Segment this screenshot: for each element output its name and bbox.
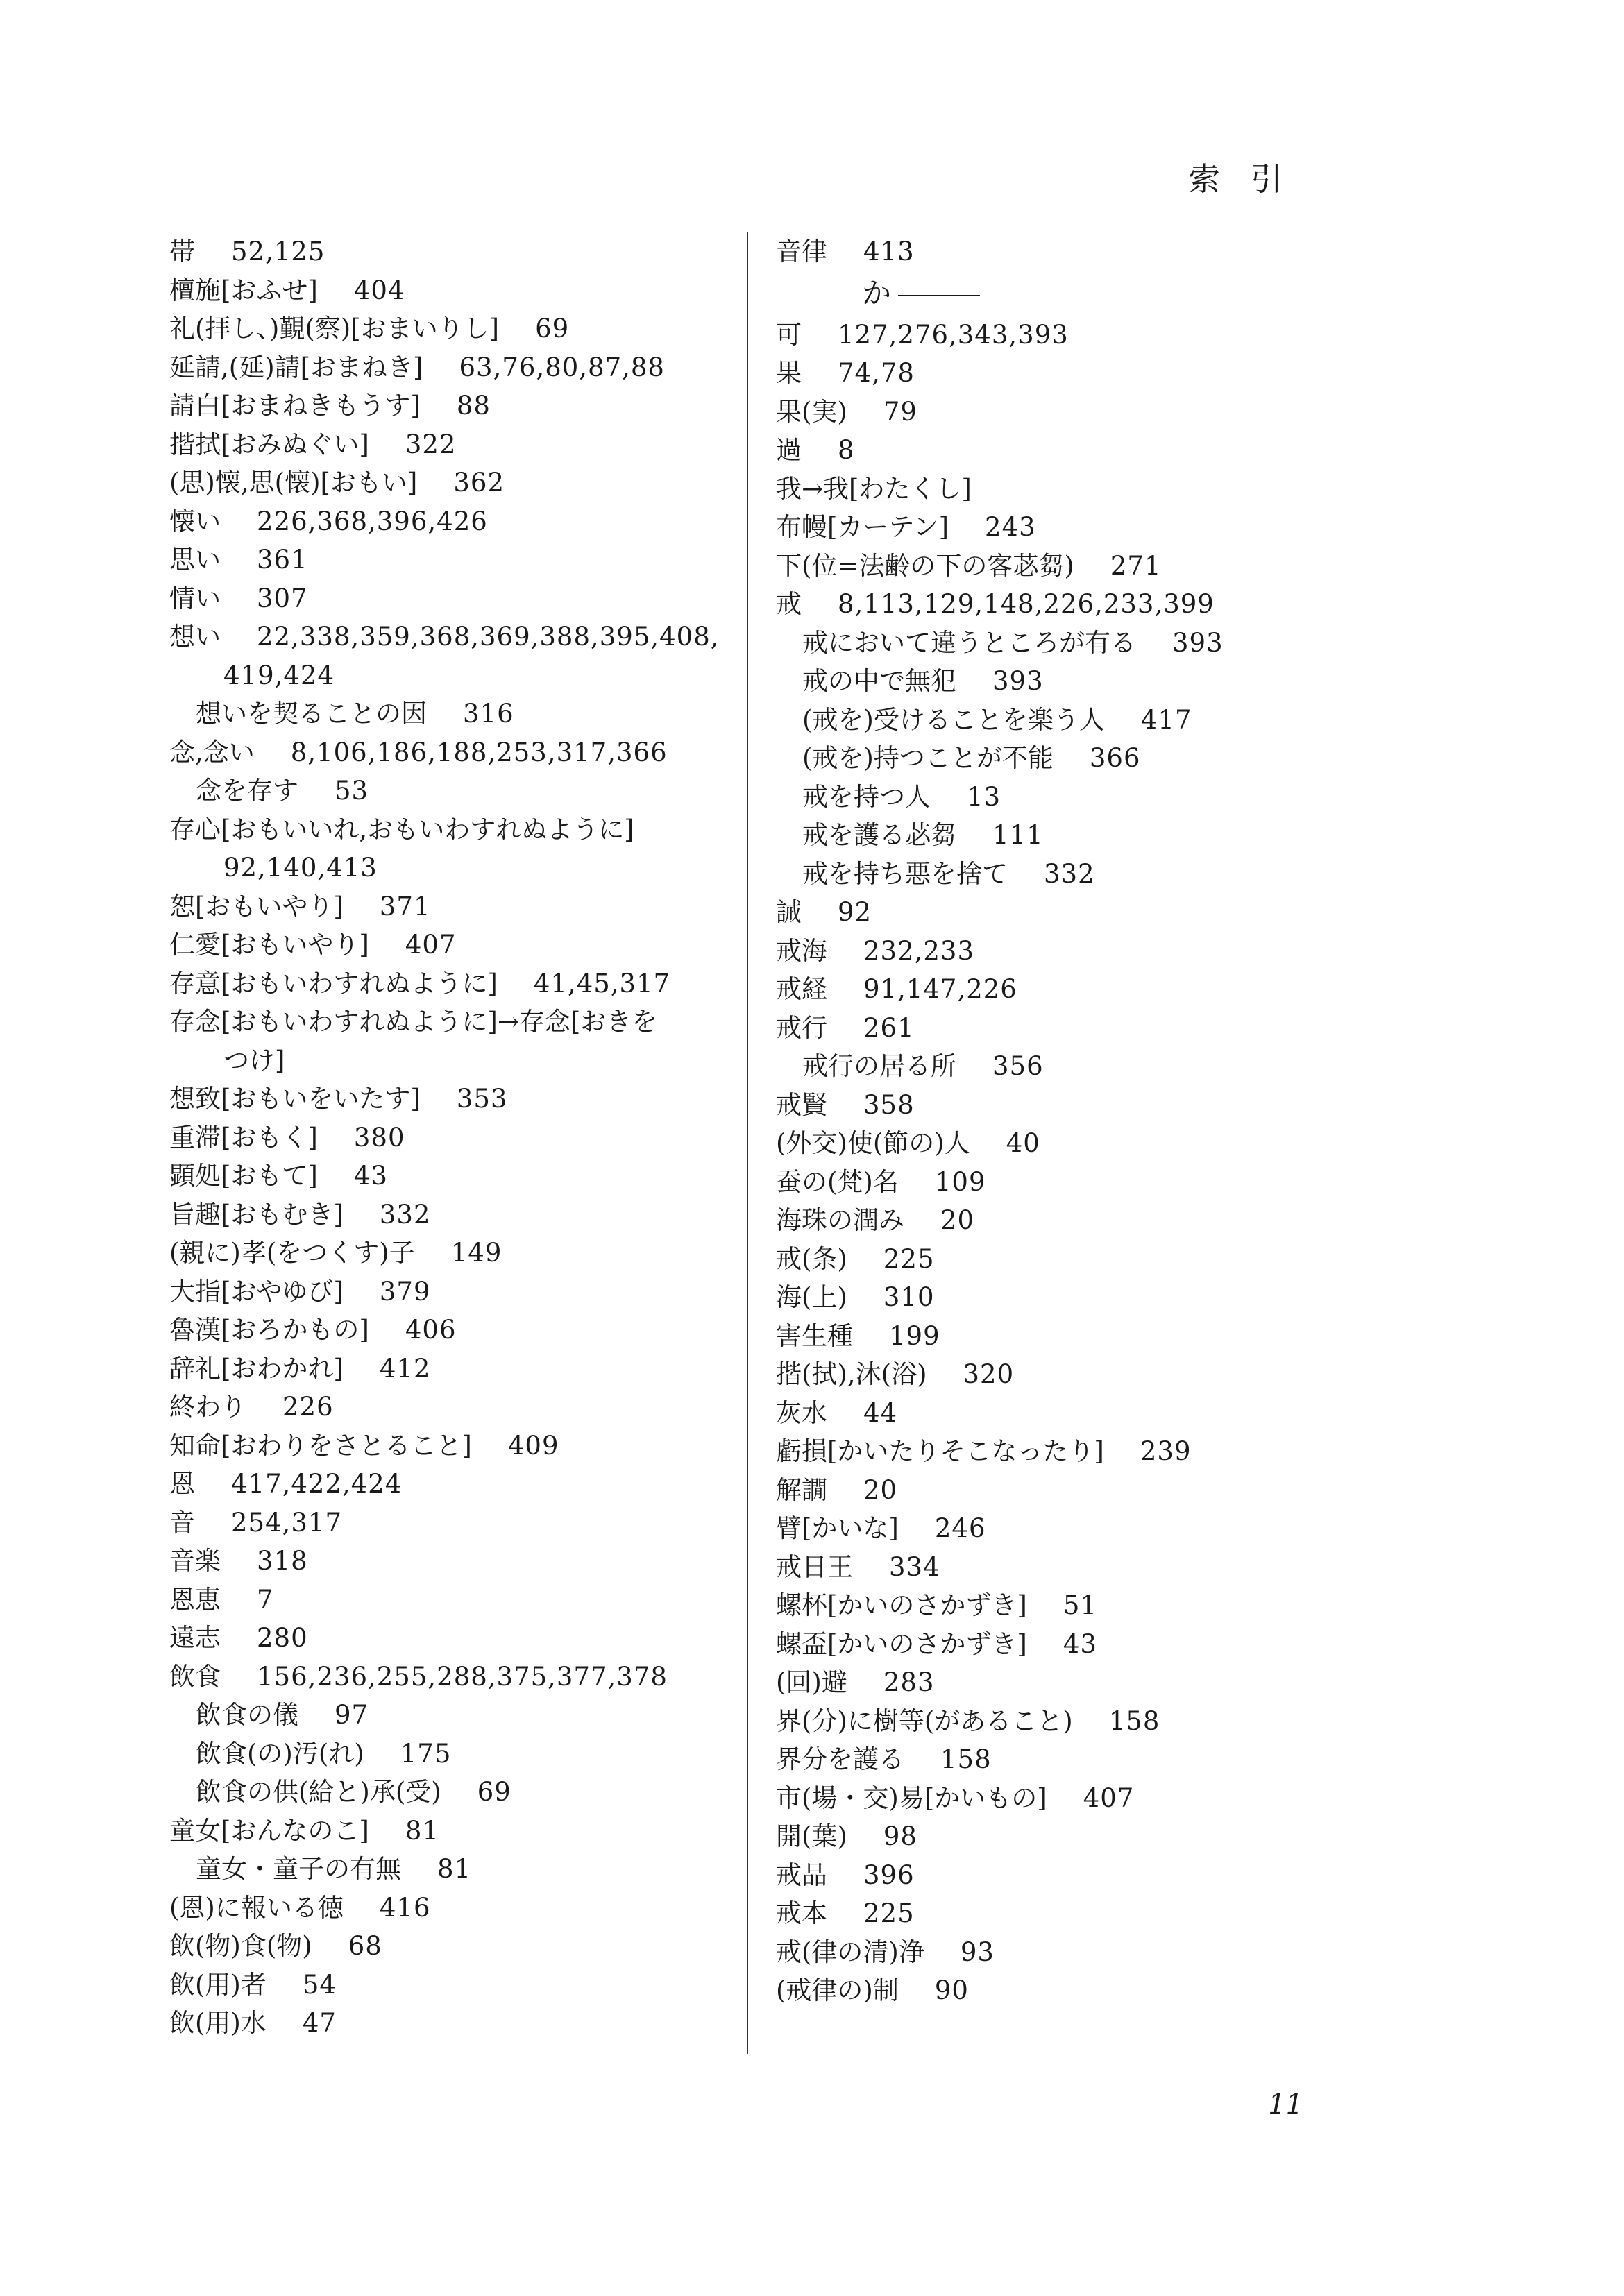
- index-term: 海(上): [776, 1282, 847, 1312]
- index-subentry: [169, 1696, 745, 1735]
- index-page-refs: 404: [353, 275, 405, 305]
- index-term: 飲食の供(給と)承(受): [196, 1777, 441, 1807]
- index-page-refs: 396: [863, 1860, 915, 1890]
- index-term: 請白[おまねきもうす]: [169, 391, 421, 420]
- index-page-refs: 353: [456, 1084, 508, 1114]
- index-subentry: [169, 695, 745, 733]
- index-term: (思)懐,思(懐)[おもい]: [169, 468, 418, 498]
- index-page-refs: 271: [1110, 550, 1162, 581]
- index-entry: [776, 970, 1345, 1009]
- index-term: 戒品: [776, 1860, 827, 1890]
- index-page-refs: 318: [257, 1546, 308, 1576]
- section-heading-rule: [898, 295, 980, 296]
- index-page-refs: 246: [934, 1513, 986, 1543]
- index-term: 過: [776, 435, 802, 465]
- index-page-refs: 199: [889, 1320, 940, 1351]
- index-page-refs: 8: [838, 435, 855, 465]
- index-entry: [169, 1080, 745, 1119]
- index-subentry: [776, 662, 1345, 701]
- index-entry: [169, 2004, 745, 2043]
- index-term: 音律: [776, 237, 827, 266]
- index-page-refs: 393: [1172, 627, 1224, 658]
- index-term: 飲食: [169, 1661, 221, 1692]
- index-entry: [776, 1201, 1345, 1240]
- index-term: 戒(律の清)浄: [776, 1937, 924, 1967]
- index-entry: [169, 502, 745, 541]
- index-entry: [169, 1504, 745, 1542]
- index-term: 海珠の潤み: [776, 1205, 904, 1235]
- index-term: 戒賢: [776, 1089, 827, 1120]
- index-page-refs: 74,78: [838, 358, 915, 388]
- index-term: 戒の中で無犯: [802, 666, 956, 696]
- index-entry: [169, 464, 745, 502]
- index-term: 戒本: [776, 1898, 827, 1928]
- index-entry: [776, 1740, 1345, 1779]
- index-term: 揩拭[おみぬぐい]: [169, 429, 369, 459]
- index-page-refs: 79: [883, 396, 917, 427]
- index-term: 重滞[おもく]: [169, 1122, 318, 1153]
- index-term: 螺盃[かいのさかずき]: [776, 1629, 1027, 1659]
- index-entry: [776, 1894, 1345, 1933]
- index-term: 童女・童子の有無: [196, 1854, 401, 1884]
- index-page-refs: 413: [863, 237, 915, 266]
- index-entry: [776, 1702, 1345, 1741]
- index-term: (回)避: [776, 1667, 847, 1697]
- index-entry: [776, 1432, 1345, 1471]
- index-page-refs: 54: [302, 1969, 337, 2000]
- index-page-refs: 52,125: [231, 237, 325, 266]
- index-term: 恩恵: [169, 1584, 221, 1615]
- index-term: 音: [169, 1507, 195, 1538]
- index-page-refs: 92,140,413: [223, 853, 378, 883]
- index-term: 開(葉): [776, 1821, 847, 1851]
- index-term: 飲食(の)汚(れ): [196, 1738, 364, 1769]
- index-page-refs: 316: [463, 699, 514, 729]
- index-page-refs: 13: [967, 781, 1001, 812]
- index-term: 礼(拝し、)覲(察)[おまいりし]: [169, 314, 500, 343]
- index-entry: [169, 1581, 745, 1619]
- index-entry: [776, 470, 1345, 509]
- index-term: 灰水: [776, 1397, 827, 1428]
- index-term: 音楽: [169, 1546, 221, 1576]
- index-term: 害生種: [776, 1320, 853, 1351]
- index-subentry: [169, 1850, 745, 1889]
- index-page-refs: 81: [405, 1815, 439, 1846]
- index-page-refs: 81: [437, 1854, 472, 1884]
- index-entry: [169, 1196, 745, 1234]
- index-page-refs: 332: [1044, 858, 1095, 889]
- index-term: 果: [776, 358, 802, 388]
- index-page-refs: 22,338,359,368,369,388,395,408,: [257, 622, 720, 652]
- index-entry: [776, 508, 1345, 547]
- index-entry: [169, 386, 745, 425]
- index-term: 戒日王: [776, 1551, 853, 1582]
- index-term: 存念[おもいわすれぬように]→存念[おきを: [169, 1007, 658, 1037]
- index-entry: [776, 232, 1345, 271]
- index-entry: [169, 232, 745, 271]
- index-entry: [169, 271, 745, 310]
- index-page-refs: 409: [507, 1430, 559, 1461]
- index-entry: [776, 893, 1345, 932]
- index-term: 下(位=法齢の下の客苾芻): [776, 550, 1074, 581]
- index-term: 虧損[かいたりそこなったり]: [776, 1436, 1104, 1466]
- index-term: 蚕の(梵)名: [776, 1166, 899, 1197]
- index-page-refs: 417,422,424: [231, 1469, 403, 1499]
- index-page-refs: 109: [934, 1166, 986, 1197]
- index-entry: [776, 393, 1345, 432]
- page-number: 11: [1268, 2089, 1303, 2120]
- index-entry: [169, 926, 745, 964]
- index-entry: [776, 1817, 1345, 1856]
- index-page-refs: 239: [1140, 1436, 1192, 1466]
- index-term: 顕処[おもて]: [169, 1161, 318, 1191]
- index-term: 終わり: [169, 1392, 246, 1422]
- index-page-refs: 93: [960, 1937, 995, 1967]
- index-page-refs: 98: [883, 1821, 917, 1851]
- index-term: 解譋: [776, 1474, 827, 1505]
- index-term: 戒経: [776, 974, 827, 1004]
- index-page-refs: 417: [1140, 704, 1192, 735]
- index-term: 戒を持ち悪を捨て: [802, 858, 1008, 889]
- index-term: (戒を)持つことが不能: [802, 743, 1054, 773]
- index-page-refs: 412: [379, 1353, 431, 1384]
- index-entry: [776, 1548, 1345, 1587]
- index-term: 知命[おわりをさとること]: [169, 1430, 472, 1461]
- index-entry: [169, 810, 745, 849]
- index-page-refs: 280: [257, 1623, 308, 1653]
- index-term: 可: [776, 319, 802, 350]
- index-term: 檀施[おふせ]: [169, 275, 318, 305]
- index-entry: [169, 1388, 745, 1427]
- index-page-refs: 68: [348, 1931, 382, 1961]
- index-page-refs: 43: [1063, 1629, 1097, 1659]
- index-entry: [169, 1427, 745, 1465]
- index-term: 螺杯[かいのさかずき]: [776, 1590, 1027, 1620]
- index-term: 戒を護る苾芻: [802, 820, 956, 850]
- index-page-refs: 419,424: [223, 660, 335, 690]
- index-page-refs: 361: [257, 545, 308, 575]
- index-subentry: [776, 855, 1345, 894]
- index-entry: [169, 1119, 745, 1157]
- index-subentry: [776, 739, 1345, 778]
- index-entry: [776, 1779, 1345, 1818]
- index-term: 大指[おやゆび]: [169, 1276, 344, 1307]
- index-term: つけ]: [223, 1045, 285, 1075]
- index-term: 童女[おんなのこ]: [169, 1815, 369, 1846]
- index-term: 遠志: [169, 1623, 221, 1653]
- index-page-refs: 406: [405, 1315, 457, 1345]
- index-entry: [776, 1856, 1345, 1895]
- index-page-refs: 69: [535, 314, 570, 343]
- index-entry: [776, 1009, 1345, 1048]
- index-page-refs: 51: [1063, 1590, 1097, 1620]
- section-heading-kana: か: [862, 275, 892, 310]
- index-term: 市(場・交)易[かいもの]: [776, 1783, 1047, 1813]
- index-page-refs: 127,276,343,393: [838, 319, 1069, 350]
- index-entry: [776, 1509, 1345, 1548]
- index-entry: [776, 1278, 1345, 1317]
- index-subentry: [169, 772, 745, 810]
- index-page-refs: 283: [883, 1667, 935, 1697]
- index-term: 戒において違うところが有る: [802, 627, 1136, 658]
- index-term: (戒を)受けることを楽う人: [802, 704, 1105, 735]
- index-term: 揩(拭),沐(浴): [776, 1359, 927, 1389]
- index-page-refs: 20: [863, 1474, 898, 1505]
- index-page-refs: 92: [838, 897, 872, 927]
- index-subentry: [169, 1773, 745, 1812]
- index-term: 延請,(延)請[おまねき]: [169, 352, 423, 382]
- index-entry: [169, 1619, 745, 1658]
- index-entry: [169, 579, 745, 618]
- index-page-refs: 226: [282, 1392, 334, 1422]
- index-page-refs: 88: [456, 391, 491, 420]
- index-entry: [776, 1663, 1345, 1702]
- index-entry: [169, 541, 745, 579]
- index-entry: [776, 354, 1345, 393]
- index-page-refs: 307: [257, 583, 308, 613]
- index-term: 界分を護る: [776, 1744, 904, 1774]
- index-page-refs: 8,106,186,188,253,317,366: [290, 737, 668, 767]
- index-term: 想致[おもいをいたす]: [169, 1084, 421, 1114]
- column-divider: [747, 232, 748, 2054]
- index-entry: [776, 1163, 1345, 1202]
- index-entry: [169, 1465, 745, 1504]
- index-page-refs: 358: [863, 1089, 915, 1120]
- index-page-refs: 90: [934, 1975, 969, 2005]
- index-term: 戒を持つ人: [802, 781, 931, 812]
- index-page-refs: 158: [940, 1744, 992, 1774]
- index-entry: [169, 1234, 745, 1273]
- index-page-refs: 91,147,226: [863, 974, 1017, 1004]
- index-entry: [776, 1086, 1345, 1125]
- index-entry: [776, 431, 1345, 470]
- index-entry: [169, 1157, 745, 1196]
- index-term: 界(分)に樹等(があること): [776, 1706, 1073, 1736]
- index-term: 戒: [776, 589, 802, 619]
- index-term: 果(実): [776, 396, 847, 427]
- index-entry: [169, 1311, 745, 1350]
- index-page-refs: 225: [863, 1898, 915, 1928]
- index-subentry: [776, 816, 1345, 855]
- index-term: 戒行の居る所: [802, 1051, 956, 1081]
- index-page-refs: 41,45,317: [533, 968, 671, 998]
- index-term: (戒律の)制: [776, 1975, 899, 2005]
- index-page-refs: 40: [1006, 1128, 1040, 1158]
- index-entry: [776, 1625, 1345, 1664]
- index-page-refs: 156,236,255,288,375,377,378: [257, 1661, 668, 1692]
- index-entry: [776, 1471, 1345, 1510]
- index-term: 念を存す: [196, 776, 298, 806]
- index-page-refs: 232,233: [863, 935, 975, 966]
- index-entry: [169, 348, 745, 387]
- index-term: (恩)に報いる徳: [169, 1892, 344, 1923]
- index-page-refs: 43: [353, 1161, 388, 1191]
- index-entry: [169, 618, 745, 656]
- index-page-refs: 44: [863, 1397, 898, 1428]
- index-entry: [169, 1658, 745, 1697]
- index-page-refs: 310: [883, 1282, 935, 1312]
- index-term: 戒海: [776, 935, 827, 966]
- index-entry: [776, 547, 1345, 586]
- index-page-refs: 111: [992, 820, 1044, 850]
- index-term: 念,念い: [169, 737, 255, 767]
- index-page-refs: 320: [963, 1359, 1015, 1389]
- index-term: 旨趣[おもむき]: [169, 1199, 344, 1230]
- index-entry: [169, 1889, 745, 1928]
- index-page-refs: 20: [940, 1205, 975, 1235]
- index-term: 恩: [169, 1469, 195, 1499]
- index-page-refs: 226,368,396,426: [257, 506, 488, 536]
- index-page-refs: 225: [883, 1243, 935, 1274]
- index-entry: [169, 1273, 745, 1311]
- index-page-refs: 362: [453, 468, 505, 498]
- index-entry-continuation: [169, 1041, 745, 1080]
- index-entry: [776, 1355, 1345, 1394]
- index-page-refs: 158: [1108, 1706, 1160, 1736]
- index-page-refs: 380: [353, 1122, 405, 1153]
- index-term: (外交)使(節の)人: [776, 1128, 970, 1158]
- index-term: 想いを契ることの因: [196, 699, 427, 729]
- index-term: 飲食の儀: [196, 1700, 298, 1730]
- index-page-refs: 356: [992, 1051, 1044, 1081]
- index-entry-continuation: [169, 656, 745, 695]
- index-subentry: [776, 1047, 1345, 1086]
- index-term: 存意[おもいわすれぬように]: [169, 968, 498, 998]
- index-page-refs: 243: [985, 512, 1036, 542]
- index-term: 仁愛[おもいやり]: [169, 930, 369, 960]
- index-entry-continuation: [169, 849, 745, 887]
- index-entry: [776, 1317, 1345, 1356]
- index-term: 辞礼[おわかれ]: [169, 1353, 344, 1384]
- index-subentry: [169, 1735, 745, 1774]
- index-page-refs: 7: [257, 1584, 274, 1615]
- index-term: 懐い: [169, 506, 221, 536]
- index-page-refs: 366: [1089, 743, 1141, 773]
- index-entry: [169, 425, 745, 464]
- index-page-refs: 261: [863, 1012, 915, 1043]
- index-entry: [776, 1933, 1345, 1972]
- index-entry: [776, 1124, 1345, 1163]
- index-page-refs: 393: [992, 666, 1044, 696]
- index-entry: [169, 1812, 745, 1851]
- index-page-refs: 371: [379, 891, 431, 921]
- index-page-refs: 407: [405, 930, 457, 960]
- index-term: 布幔[カーテン]: [776, 512, 949, 542]
- index-term: (親に)孝(をつくす)子: [169, 1238, 415, 1268]
- index-page-refs: 379: [379, 1276, 431, 1307]
- index-term: 我→我[わたくし]: [776, 473, 972, 504]
- index-column-left: [169, 232, 745, 2043]
- index-page-refs: 407: [1083, 1783, 1135, 1813]
- index-term: 想い: [169, 622, 221, 652]
- index-page-refs: 8,113,129,148,226,233,399: [838, 589, 1215, 619]
- index-term: 恕[おもいやり]: [169, 891, 344, 921]
- index-page-refs: 254,317: [231, 1507, 343, 1538]
- index-subentry: [776, 624, 1345, 663]
- index-entry: [169, 1542, 745, 1581]
- index-entry: [169, 733, 745, 772]
- index-term: 魯漢[おろかもの]: [169, 1315, 369, 1345]
- running-header: 索引: [1188, 160, 1313, 198]
- index-entry: [776, 585, 1345, 624]
- index-subentry: [776, 701, 1345, 740]
- index-term: 臂[かいな]: [776, 1513, 899, 1543]
- index-subentry: [776, 778, 1345, 817]
- index-entry: [169, 1350, 745, 1388]
- index-term: 存心[おもいいれ,おもいわすれぬように]: [169, 814, 634, 844]
- index-entry: [169, 887, 745, 926]
- index-page-refs: 53: [335, 776, 369, 806]
- index-page-refs: 175: [400, 1738, 452, 1769]
- index-entry: [776, 1394, 1345, 1433]
- index-entry: [169, 1003, 745, 1041]
- index-entry: [776, 1240, 1345, 1279]
- index-page-refs: 322: [405, 429, 457, 459]
- index-page-refs: 416: [379, 1892, 431, 1923]
- index-term: 飲(物)食(物): [169, 1931, 312, 1961]
- index-term: 飲(用)者: [169, 1969, 267, 2000]
- index-term: 戒(条): [776, 1243, 847, 1274]
- index-column-right: [776, 232, 1345, 2010]
- index-term: 飲(用)水: [169, 2008, 267, 2038]
- index-entry: [776, 1586, 1345, 1625]
- index-entry: [169, 964, 745, 1003]
- index-page-refs: 63,76,80,87,88: [459, 352, 665, 382]
- index-term: 戒行: [776, 1012, 827, 1043]
- index-term: 帯: [169, 237, 195, 266]
- index-page-refs: 149: [450, 1238, 502, 1268]
- index-entry: [776, 932, 1345, 971]
- index-entry: [169, 309, 745, 348]
- index-term: 思い: [169, 545, 221, 575]
- index-page-refs: 97: [335, 1700, 369, 1730]
- index-page-refs: 332: [379, 1199, 431, 1230]
- index-page-refs: 69: [477, 1777, 511, 1807]
- index-entry: [169, 1927, 745, 1966]
- index-term: 情い: [169, 583, 221, 613]
- index-entry: [169, 1966, 745, 2005]
- index-page-refs: 47: [302, 2008, 337, 2038]
- index-page-refs: 334: [889, 1551, 940, 1582]
- section-heading: [776, 271, 1345, 316]
- index-term: 誡: [776, 897, 802, 927]
- index-entry: [776, 1971, 1345, 2010]
- index-entry: [776, 316, 1345, 355]
